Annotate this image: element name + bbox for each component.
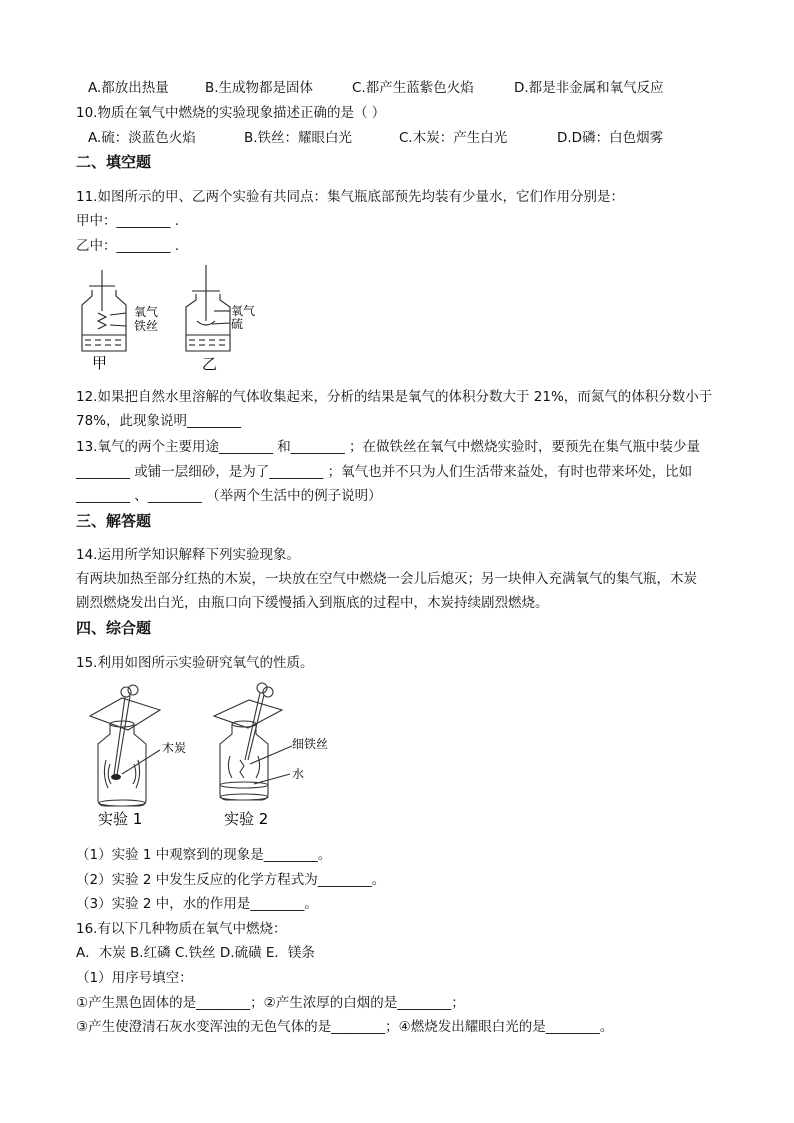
q10-stem: 10.物质在氧气中燃烧的实验现象描述正确的是（ ） — [76, 105, 386, 121]
q15-part2: （2）实验 2 中发生反应的化学方程式为________。 — [76, 872, 386, 888]
q15-figure — [84, 680, 354, 830]
label-sulfur: 硫 — [231, 317, 244, 331]
section-heading-answer: 三、解答题 — [76, 512, 152, 530]
charcoal-mark — [111, 774, 121, 780]
q10-option-d: D.D磷：白色烟雾 — [557, 130, 664, 146]
label-oxygen-yi: 氧气 — [231, 304, 256, 318]
q13-line2: ________ 或铺一层细砂，是为了________ ；氧气也并不只为人们生活带来益处，有时也带来坏处，比如 — [76, 464, 693, 480]
section-heading-comprehensive: 四、综合题 — [76, 619, 152, 637]
q15-stem: 15.利用如图所示实验研究氧气的性质。 — [76, 655, 314, 671]
q11-stem: 11.如图所示的甲、乙两个实验有共同点：集气瓶底部预先均装有少量水，它们作用分别是： — [76, 189, 624, 205]
q11-answer-jia: 甲中：________ . — [76, 213, 180, 229]
label-jia: 甲 — [92, 354, 108, 372]
q13-line3: ________ 、________ （举两个生活中的例子说明） — [76, 488, 382, 504]
experiment2-drawing — [214, 683, 292, 800]
q11-figure — [76, 263, 266, 373]
label-iron-wire: 铁丝 — [134, 319, 159, 333]
q16-items: A．木炭 B.红磷 C.铁丝 D.硫磺 E．镁条 — [76, 945, 315, 961]
label-water: 水 — [292, 767, 305, 781]
label-charcoal: 木炭 — [162, 741, 187, 755]
label-oxygen-jia: 氧气 — [134, 305, 159, 319]
label-experiment-1: 实验 1 — [98, 810, 143, 828]
q9-option-c: C.都产生蓝紫色火焰 — [352, 80, 474, 96]
q10-option-a: A.硫：淡蓝色火焰 — [88, 130, 196, 146]
q16-row1: ①产生黑色固体的是________；②产生浓厚的白烟的是________； — [76, 995, 465, 1011]
label-iron-wire-thin: 细铁丝 — [292, 737, 329, 751]
q14-line2: 有两块加热至部分红热的木炭，一块放在空气中燃烧一会儿后熄灭；另一块伸入充满氧气的集气瓶，木炭 — [76, 571, 697, 587]
q14-line1: 14.运用所学知识解释下列实验现象。 — [76, 547, 300, 563]
q16-stem: 16.有以下几种物质在氧气中燃烧： — [76, 921, 287, 937]
q9-option-d: D.都是非金属和氧气反应 — [514, 80, 664, 96]
section-heading-fill-in: 二、填空题 — [76, 153, 152, 171]
q15-part1: （1）实验 1 中观察到的现象是________。 — [76, 847, 332, 863]
label-experiment-2: 实验 2 — [224, 810, 269, 828]
q13-line1: 13.氧气的两个主要用途________ 和________ ；在做铁丝在氧气中燃烧实验时，要预先在集气瓶中装少量 — [76, 439, 701, 455]
q16-part1: （1）用序号填空： — [76, 970, 193, 986]
q14-line3: 剧烈燃烧发出白光，由瓶口向下缓慢插入到瓶底的过程中，木炭持续剧烈燃烧。 — [76, 595, 549, 611]
jar-jia-drawing — [82, 270, 126, 351]
q12-line2: 78%，此现象说明________ — [76, 413, 242, 429]
q10-option-c: C.木炭：产生白光 — [399, 130, 508, 146]
label-yi: 乙 — [202, 355, 218, 373]
q15-part3: （3）实验 2 中，水的作用是________。 — [76, 896, 318, 912]
q10-option-b: B.铁丝：耀眼白光 — [244, 130, 353, 146]
q9-option-b: B.生成物都是固体 — [205, 80, 314, 96]
q11-answer-yi: 乙中：________ . — [76, 238, 180, 254]
q12-line1: 12.如果把自然水里溶解的气体收集起来，分析的结果是氧气的体积分数大于 21%，而氮气的体积分数小于 — [76, 389, 713, 405]
experiment1-drawing — [90, 685, 160, 806]
q9-option-a: A.都放出热量 — [88, 80, 169, 96]
q16-row2: ③产生使澄清石灰水变浑浊的无色气体的是________；④燃烧发出耀眼白光的是________。 — [76, 1019, 614, 1035]
jar-yi-drawing — [186, 265, 230, 351]
